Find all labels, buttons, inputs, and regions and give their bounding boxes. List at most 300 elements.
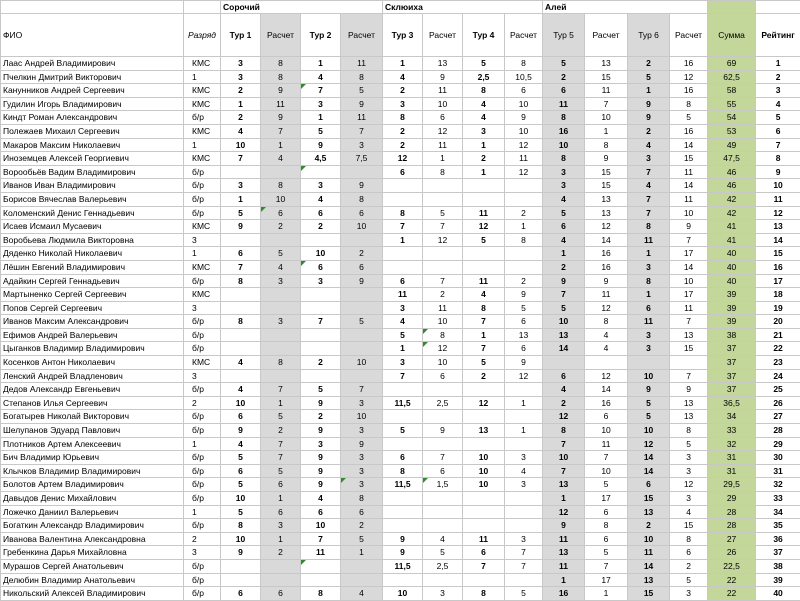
cell-rating[interactable]: 29 — [756, 437, 800, 451]
cell-calc4[interactable]: 10 — [505, 97, 543, 111]
cell-calc6[interactable]: 5 — [670, 111, 708, 125]
col-header-rating[interactable]: Рейтинг — [756, 14, 800, 57]
cell-tour2[interactable]: 10 — [301, 519, 341, 533]
cell-calc2[interactable] — [341, 559, 383, 573]
cell-tour3[interactable]: 2 — [383, 138, 423, 152]
cell-tour1[interactable]: 1 — [221, 192, 261, 206]
cell-sum[interactable]: 37 — [708, 356, 756, 370]
cell-name[interactable]: Гребенкина Дарья Михайловна — [1, 546, 184, 560]
cell-calc5[interactable]: 14 — [585, 233, 628, 247]
col-header-calc[interactable]: Расчет — [505, 14, 543, 57]
cell-tour5[interactable]: 2 — [543, 260, 585, 274]
cell-tour1[interactable]: 2 — [221, 111, 261, 125]
cell-rating[interactable]: 40 — [756, 587, 800, 601]
cell-sum[interactable]: 38 — [708, 328, 756, 342]
cell-sum[interactable]: 37 — [708, 369, 756, 383]
cell-calc4[interactable] — [505, 573, 543, 587]
cell-tour1[interactable] — [221, 301, 261, 315]
cell-tour4[interactable]: 10 — [463, 451, 505, 465]
cell-tour5[interactable]: 16 — [543, 124, 585, 138]
cell-tour1[interactable]: 2 — [221, 84, 261, 98]
cell-rank[interactable]: б/р — [184, 383, 221, 397]
cell-tour5[interactable]: 8 — [543, 152, 585, 166]
cell-calc2[interactable] — [341, 328, 383, 342]
cell-tour1[interactable]: 9 — [221, 424, 261, 438]
cell-name[interactable]: Воробьева Людмила Викторовна — [1, 233, 184, 247]
cell-tour2[interactable]: 7 — [301, 315, 341, 329]
cell-rating[interactable]: 35 — [756, 519, 800, 533]
col-header-name[interactable]: ФИО — [1, 14, 184, 57]
cell-calc5[interactable]: 8 — [585, 519, 628, 533]
cell-tour5[interactable]: 11 — [543, 97, 585, 111]
cell-calc1[interactable]: 6 — [261, 587, 301, 601]
cell-tour6[interactable]: 3 — [628, 328, 670, 342]
cell-calc5[interactable]: 10 — [585, 111, 628, 125]
cell-sum[interactable]: 69 — [708, 57, 756, 71]
cell-tour5[interactable]: 13 — [543, 478, 585, 492]
cell-tour4[interactable]: 5 — [463, 356, 505, 370]
cell-tour2[interactable] — [301, 573, 341, 587]
cell-tour1[interactable]: 9 — [221, 546, 261, 560]
cell-tour5[interactable]: 3 — [543, 165, 585, 179]
cell-sum[interactable]: 27 — [708, 532, 756, 546]
cell-tour6[interactable]: 15 — [628, 492, 670, 506]
cell-calc4[interactable]: 8 — [505, 57, 543, 71]
cell-tour3[interactable]: 9 — [383, 532, 423, 546]
cell-name[interactable]: Клычков Владимир Владимирович — [1, 464, 184, 478]
cell-calc3[interactable]: 11 — [423, 301, 463, 315]
cell-tour5[interactable]: 12 — [543, 505, 585, 519]
cell-sum[interactable]: 34 — [708, 410, 756, 424]
cell-sum[interactable]: 42 — [708, 206, 756, 220]
cell-calc3[interactable]: 7 — [423, 451, 463, 465]
cell-calc1[interactable]: 8 — [261, 356, 301, 370]
cell-calc1[interactable]: 7 — [261, 383, 301, 397]
cell-calc3[interactable]: 11 — [423, 138, 463, 152]
cell-calc2[interactable]: 9 — [341, 179, 383, 193]
cell-name[interactable]: Богаткин Александр Владимирович — [1, 519, 184, 533]
cell-name[interactable]: Борисов Вячеслав Валерьевич — [1, 192, 184, 206]
cell-calc3[interactable]: 5 — [423, 546, 463, 560]
cell-sum[interactable]: 41 — [708, 220, 756, 234]
cell-calc5[interactable]: 9 — [585, 274, 628, 288]
cell-rating[interactable]: 12 — [756, 206, 800, 220]
cell-tour1[interactable]: 7 — [221, 152, 261, 166]
cell-calc6[interactable]: 9 — [670, 220, 708, 234]
cell-tour3[interactable]: 2 — [383, 84, 423, 98]
cell-calc6[interactable]: 17 — [670, 247, 708, 261]
cell-tour5[interactable]: 6 — [543, 220, 585, 234]
cell-tour2[interactable]: 4 — [301, 192, 341, 206]
cell-tour5[interactable]: 4 — [543, 192, 585, 206]
cell-calc6[interactable]: 5 — [670, 437, 708, 451]
cell-calc3[interactable]: 10 — [423, 97, 463, 111]
cell-calc6[interactable]: 3 — [670, 492, 708, 506]
cell-rating[interactable]: 6 — [756, 124, 800, 138]
cell-calc4[interactable]: 7 — [505, 559, 543, 573]
cell-sum[interactable]: 40 — [708, 274, 756, 288]
cell-tour4[interactable]: 13 — [463, 424, 505, 438]
cell-tour1[interactable]: 5 — [221, 451, 261, 465]
cell-rating[interactable]: 1 — [756, 57, 800, 71]
cell-tour6[interactable]: 6 — [628, 301, 670, 315]
cell-name[interactable]: Ложечко Даниил Валерьевич — [1, 505, 184, 519]
cell-calc5[interactable]: 5 — [585, 546, 628, 560]
cell-rank[interactable]: б/р — [184, 328, 221, 342]
cell-tour2[interactable] — [301, 233, 341, 247]
cell-tour3[interactable] — [383, 492, 423, 506]
cell-tour3[interactable] — [383, 410, 423, 424]
cell-tour2[interactable]: 4 — [301, 492, 341, 506]
cell-tour2[interactable]: 2 — [301, 356, 341, 370]
cell-calc3[interactable] — [423, 437, 463, 451]
cell-calc6[interactable]: 11 — [670, 301, 708, 315]
col-header-tour6[interactable]: Тур 6 — [628, 14, 670, 57]
cell-calc1[interactable]: 4 — [261, 152, 301, 166]
cell-calc2[interactable]: 11 — [341, 111, 383, 125]
cell-sum[interactable]: 22,5 — [708, 559, 756, 573]
cell-tour2[interactable]: 5 — [301, 124, 341, 138]
cell-tour4[interactable]: 8 — [463, 587, 505, 601]
cell-tour6[interactable]: 5 — [628, 396, 670, 410]
cell-calc5[interactable]: 8 — [585, 138, 628, 152]
cell-name[interactable]: Шелупанов Эдуард Павлович — [1, 424, 184, 438]
cell-calc2[interactable]: 4 — [341, 587, 383, 601]
cell-sum[interactable]: 46 — [708, 179, 756, 193]
cell-calc1[interactable] — [261, 328, 301, 342]
cell-calc1[interactable]: 11 — [261, 97, 301, 111]
cell-tour4[interactable]: 2 — [463, 369, 505, 383]
cell-tour3[interactable]: 11,5 — [383, 396, 423, 410]
cell-name[interactable]: Ефимов Андрей Валерьевич — [1, 328, 184, 342]
cell-tour1[interactable]: 3 — [221, 70, 261, 84]
cell-name[interactable]: Гудилин Игорь Владимирович — [1, 97, 184, 111]
cell-calc2[interactable]: 6 — [341, 260, 383, 274]
cell-rank[interactable]: б/р — [184, 492, 221, 506]
cell-rank[interactable]: 1 — [184, 437, 221, 451]
cell-tour4[interactable]: 11 — [463, 532, 505, 546]
cell-calc4[interactable] — [505, 437, 543, 451]
cell-calc2[interactable]: 3 — [341, 451, 383, 465]
cell-calc4[interactable]: 5 — [505, 301, 543, 315]
cell-sum[interactable]: 42 — [708, 192, 756, 206]
cell-calc1[interactable] — [261, 573, 301, 587]
cell-tour4[interactable] — [463, 573, 505, 587]
cell-tour2[interactable]: 7 — [301, 532, 341, 546]
cell-tour3[interactable]: 3 — [383, 97, 423, 111]
cell-calc3[interactable]: 8 — [423, 328, 463, 342]
cell-tour5[interactable]: 8 — [543, 424, 585, 438]
cell-name[interactable]: Косенков Антон Николаевич — [1, 356, 184, 370]
cell-calc1[interactable]: 2 — [261, 424, 301, 438]
cell-calc6[interactable]: 10 — [670, 206, 708, 220]
cell-name[interactable]: Иванов Максим Александрович — [1, 315, 184, 329]
header-cell[interactable] — [756, 1, 800, 14]
cell-tour1[interactable]: 9 — [221, 220, 261, 234]
cell-calc4[interactable]: 2 — [505, 206, 543, 220]
cell-rating[interactable]: 10 — [756, 179, 800, 193]
cell-rank[interactable]: б/р — [184, 451, 221, 465]
cell-rank[interactable]: б/р — [184, 424, 221, 438]
cell-calc2[interactable] — [341, 165, 383, 179]
cell-calc3[interactable] — [423, 492, 463, 506]
cell-calc6[interactable]: 16 — [670, 57, 708, 71]
cell-calc6[interactable]: 14 — [670, 260, 708, 274]
cell-tour1[interactable] — [221, 369, 261, 383]
cell-calc1[interactable]: 6 — [261, 505, 301, 519]
cell-tour3[interactable]: 11,5 — [383, 478, 423, 492]
cell-calc6[interactable]: 10 — [670, 274, 708, 288]
cell-tour2[interactable]: 2 — [301, 220, 341, 234]
cell-name[interactable]: Цыганков Владимир Владимирович — [1, 342, 184, 356]
cell-calc4[interactable] — [505, 179, 543, 193]
cell-tour4[interactable] — [463, 260, 505, 274]
cell-tour4[interactable] — [463, 410, 505, 424]
cell-rating[interactable]: 15 — [756, 247, 800, 261]
cell-calc5[interactable]: 4 — [585, 328, 628, 342]
cell-tour2[interactable] — [301, 165, 341, 179]
cell-sum[interactable]: 47,5 — [708, 152, 756, 166]
cell-rating[interactable]: 8 — [756, 152, 800, 166]
cell-calc4[interactable]: 6 — [505, 84, 543, 98]
cell-sum[interactable]: 40 — [708, 260, 756, 274]
cell-rank[interactable]: 1 — [184, 138, 221, 152]
cell-tour4[interactable] — [463, 383, 505, 397]
cell-calc5[interactable] — [585, 356, 628, 370]
cell-calc5[interactable]: 6 — [585, 410, 628, 424]
cell-tour6[interactable]: 13 — [628, 505, 670, 519]
cell-rank[interactable]: КМС — [184, 260, 221, 274]
cell-tour6[interactable]: 4 — [628, 179, 670, 193]
cell-tour3[interactable] — [383, 573, 423, 587]
col-header-tour1[interactable]: Тур 1 — [221, 14, 261, 57]
cell-calc3[interactable] — [423, 260, 463, 274]
cell-tour6[interactable]: 12 — [628, 437, 670, 451]
group-sorochiy[interactable]: Сорочий — [221, 1, 383, 14]
cell-calc1[interactable]: 6 — [261, 206, 301, 220]
cell-calc1[interactable]: 9 — [261, 84, 301, 98]
cell-sum[interactable]: 29 — [708, 492, 756, 506]
cell-calc6[interactable]: 13 — [670, 410, 708, 424]
cell-tour5[interactable]: 16 — [543, 587, 585, 601]
cell-calc1[interactable]: 4 — [261, 260, 301, 274]
cell-tour2[interactable]: 9 — [301, 464, 341, 478]
cell-rating[interactable]: 9 — [756, 165, 800, 179]
cell-name[interactable]: Адайкин Сергей Геннадьевич — [1, 274, 184, 288]
cell-calc2[interactable]: 6 — [341, 206, 383, 220]
cell-rating[interactable]: 20 — [756, 315, 800, 329]
cell-rating[interactable]: 11 — [756, 192, 800, 206]
cell-calc5[interactable]: 11 — [585, 84, 628, 98]
cell-tour4[interactable] — [463, 492, 505, 506]
cell-tour1[interactable] — [221, 288, 261, 302]
cell-calc1[interactable]: 5 — [261, 464, 301, 478]
cell-sum[interactable]: 49 — [708, 138, 756, 152]
cell-rating[interactable]: 14 — [756, 233, 800, 247]
cell-calc1[interactable] — [261, 233, 301, 247]
cell-tour3[interactable] — [383, 247, 423, 261]
cell-tour1[interactable]: 10 — [221, 396, 261, 410]
col-header-calc[interactable]: Расчет — [423, 14, 463, 57]
cell-name[interactable]: Давыдов Денис Михайлович — [1, 492, 184, 506]
cell-calc2[interactable] — [341, 288, 383, 302]
cell-calc4[interactable] — [505, 260, 543, 274]
cell-tour6[interactable]: 14 — [628, 559, 670, 573]
cell-tour5[interactable]: 2 — [543, 70, 585, 84]
cell-tour1[interactable] — [221, 559, 261, 573]
cell-rating[interactable]: 5 — [756, 111, 800, 125]
cell-calc4[interactable] — [505, 247, 543, 261]
cell-calc2[interactable]: 6 — [341, 505, 383, 519]
cell-tour1[interactable] — [221, 573, 261, 587]
cell-calc5[interactable]: 16 — [585, 247, 628, 261]
cell-calc3[interactable]: 12 — [423, 342, 463, 356]
cell-sum[interactable]: 41 — [708, 233, 756, 247]
cell-calc6[interactable]: 8 — [670, 424, 708, 438]
cell-tour5[interactable]: 10 — [543, 451, 585, 465]
cell-calc6[interactable]: 11 — [670, 192, 708, 206]
cell-name[interactable]: Мартыненко Сергей Сергеевич — [1, 288, 184, 302]
cell-calc2[interactable]: 9 — [341, 274, 383, 288]
cell-tour5[interactable]: 7 — [543, 464, 585, 478]
cell-tour4[interactable]: 7 — [463, 559, 505, 573]
cell-tour3[interactable]: 8 — [383, 111, 423, 125]
cell-calc3[interactable]: 7 — [423, 274, 463, 288]
col-header-tour3[interactable]: Тур 3 — [383, 14, 423, 57]
cell-tour6[interactable]: 11 — [628, 315, 670, 329]
cell-rating[interactable]: 21 — [756, 328, 800, 342]
cell-calc2[interactable] — [341, 233, 383, 247]
cell-tour4[interactable] — [463, 179, 505, 193]
cell-tour6[interactable]: 10 — [628, 532, 670, 546]
cell-rank[interactable]: б/р — [184, 206, 221, 220]
cell-tour4[interactable]: 5 — [463, 233, 505, 247]
cell-tour2[interactable]: 6 — [301, 505, 341, 519]
cell-calc2[interactable]: 2 — [341, 247, 383, 261]
cell-tour6[interactable]: 1 — [628, 288, 670, 302]
cell-calc3[interactable]: 12 — [423, 124, 463, 138]
cell-tour2[interactable]: 9 — [301, 396, 341, 410]
cell-calc5[interactable]: 13 — [585, 57, 628, 71]
cell-rank[interactable]: 1 — [184, 505, 221, 519]
cell-tour1[interactable]: 6 — [221, 247, 261, 261]
cell-tour2[interactable] — [301, 328, 341, 342]
cell-name[interactable]: Болотов Артем Владимирович — [1, 478, 184, 492]
cell-sum[interactable]: 46 — [708, 165, 756, 179]
cell-calc4[interactable] — [505, 383, 543, 397]
cell-tour1[interactable]: 4 — [221, 437, 261, 451]
cell-name[interactable]: Лёшин Евгений Владимирович — [1, 260, 184, 274]
cell-sum[interactable]: 31 — [708, 451, 756, 465]
cell-tour2[interactable] — [301, 301, 341, 315]
cell-calc4[interactable]: 11 — [505, 152, 543, 166]
cell-tour3[interactable]: 1 — [383, 233, 423, 247]
col-header-tour2[interactable]: Тур 2 — [301, 14, 341, 57]
cell-rank[interactable]: 1 — [184, 247, 221, 261]
cell-calc4[interactable]: 1 — [505, 424, 543, 438]
cell-rating[interactable]: 38 — [756, 559, 800, 573]
cell-calc2[interactable]: 1 — [341, 546, 383, 560]
cell-calc5[interactable]: 16 — [585, 260, 628, 274]
cell-tour6[interactable]: 1 — [628, 247, 670, 261]
cell-tour5[interactable]: 8 — [543, 111, 585, 125]
cell-calc3[interactable]: 13 — [423, 57, 463, 71]
cell-calc1[interactable] — [261, 165, 301, 179]
cell-rank[interactable]: 2 — [184, 532, 221, 546]
cell-tour1[interactable]: 10 — [221, 492, 261, 506]
cell-tour6[interactable]: 14 — [628, 464, 670, 478]
cell-sum[interactable]: 54 — [708, 111, 756, 125]
cell-rating[interactable]: 32 — [756, 478, 800, 492]
cell-rating[interactable]: 31 — [756, 464, 800, 478]
cell-tour3[interactable]: 12 — [383, 152, 423, 166]
cell-rank[interactable]: 3 — [184, 301, 221, 315]
cell-tour6[interactable]: 13 — [628, 573, 670, 587]
cell-rating[interactable]: 25 — [756, 383, 800, 397]
cell-calc5[interactable]: 15 — [585, 179, 628, 193]
cell-name[interactable]: Дедов Александр Евгеньевич — [1, 383, 184, 397]
cell-calc4[interactable]: 8 — [505, 233, 543, 247]
header-cell[interactable] — [1, 1, 184, 14]
cell-calc2[interactable]: 2 — [341, 519, 383, 533]
cell-calc1[interactable] — [261, 369, 301, 383]
cell-calc1[interactable]: 3 — [261, 274, 301, 288]
cell-calc3[interactable] — [423, 179, 463, 193]
cell-tour2[interactable]: 3 — [301, 437, 341, 451]
cell-name[interactable]: Ворообьёв Вадим Владимирович — [1, 165, 184, 179]
cell-rating[interactable]: 19 — [756, 301, 800, 315]
cell-tour1[interactable]: 3 — [221, 179, 261, 193]
cell-rating[interactable]: 27 — [756, 410, 800, 424]
cell-calc3[interactable]: 5 — [423, 206, 463, 220]
cell-rating[interactable]: 39 — [756, 573, 800, 587]
cell-tour4[interactable] — [463, 247, 505, 261]
cell-calc6[interactable]: 11 — [670, 165, 708, 179]
cell-name[interactable]: Канунников Андрей Сергеевич — [1, 84, 184, 98]
cell-sum[interactable]: 40 — [708, 247, 756, 261]
cell-tour3[interactable]: 11,5 — [383, 559, 423, 573]
cell-calc1[interactable]: 7 — [261, 124, 301, 138]
cell-tour1[interactable]: 5 — [221, 206, 261, 220]
cell-tour2[interactable]: 6 — [301, 206, 341, 220]
cell-tour2[interactable]: 4 — [301, 70, 341, 84]
cell-calc2[interactable] — [341, 342, 383, 356]
cell-tour3[interactable] — [383, 192, 423, 206]
cell-tour4[interactable]: 12 — [463, 396, 505, 410]
cell-tour3[interactable]: 8 — [383, 206, 423, 220]
cell-name[interactable]: Исаев Исмаил Мусаевич — [1, 220, 184, 234]
cell-tour5[interactable]: 9 — [543, 519, 585, 533]
cell-tour6[interactable]: 11 — [628, 233, 670, 247]
cell-rating[interactable]: 24 — [756, 369, 800, 383]
cell-calc4[interactable]: 1 — [505, 396, 543, 410]
cell-tour3[interactable] — [383, 505, 423, 519]
cell-tour2[interactable]: 9 — [301, 478, 341, 492]
cell-calc5[interactable]: 17 — [585, 573, 628, 587]
cell-sum[interactable]: 39 — [708, 301, 756, 315]
cell-calc1[interactable]: 1 — [261, 138, 301, 152]
cell-tour6[interactable]: 7 — [628, 192, 670, 206]
col-header-sum[interactable]: Сумма — [708, 14, 756, 57]
cell-calc2[interactable]: 9 — [341, 97, 383, 111]
cell-rating[interactable]: 2 — [756, 70, 800, 84]
cell-tour4[interactable]: 1 — [463, 328, 505, 342]
cell-calc3[interactable]: 8 — [423, 165, 463, 179]
cell-rating[interactable]: 30 — [756, 451, 800, 465]
cell-tour5[interactable]: 10 — [543, 138, 585, 152]
cell-calc1[interactable]: 3 — [261, 315, 301, 329]
cell-tour1[interactable]: 4 — [221, 383, 261, 397]
